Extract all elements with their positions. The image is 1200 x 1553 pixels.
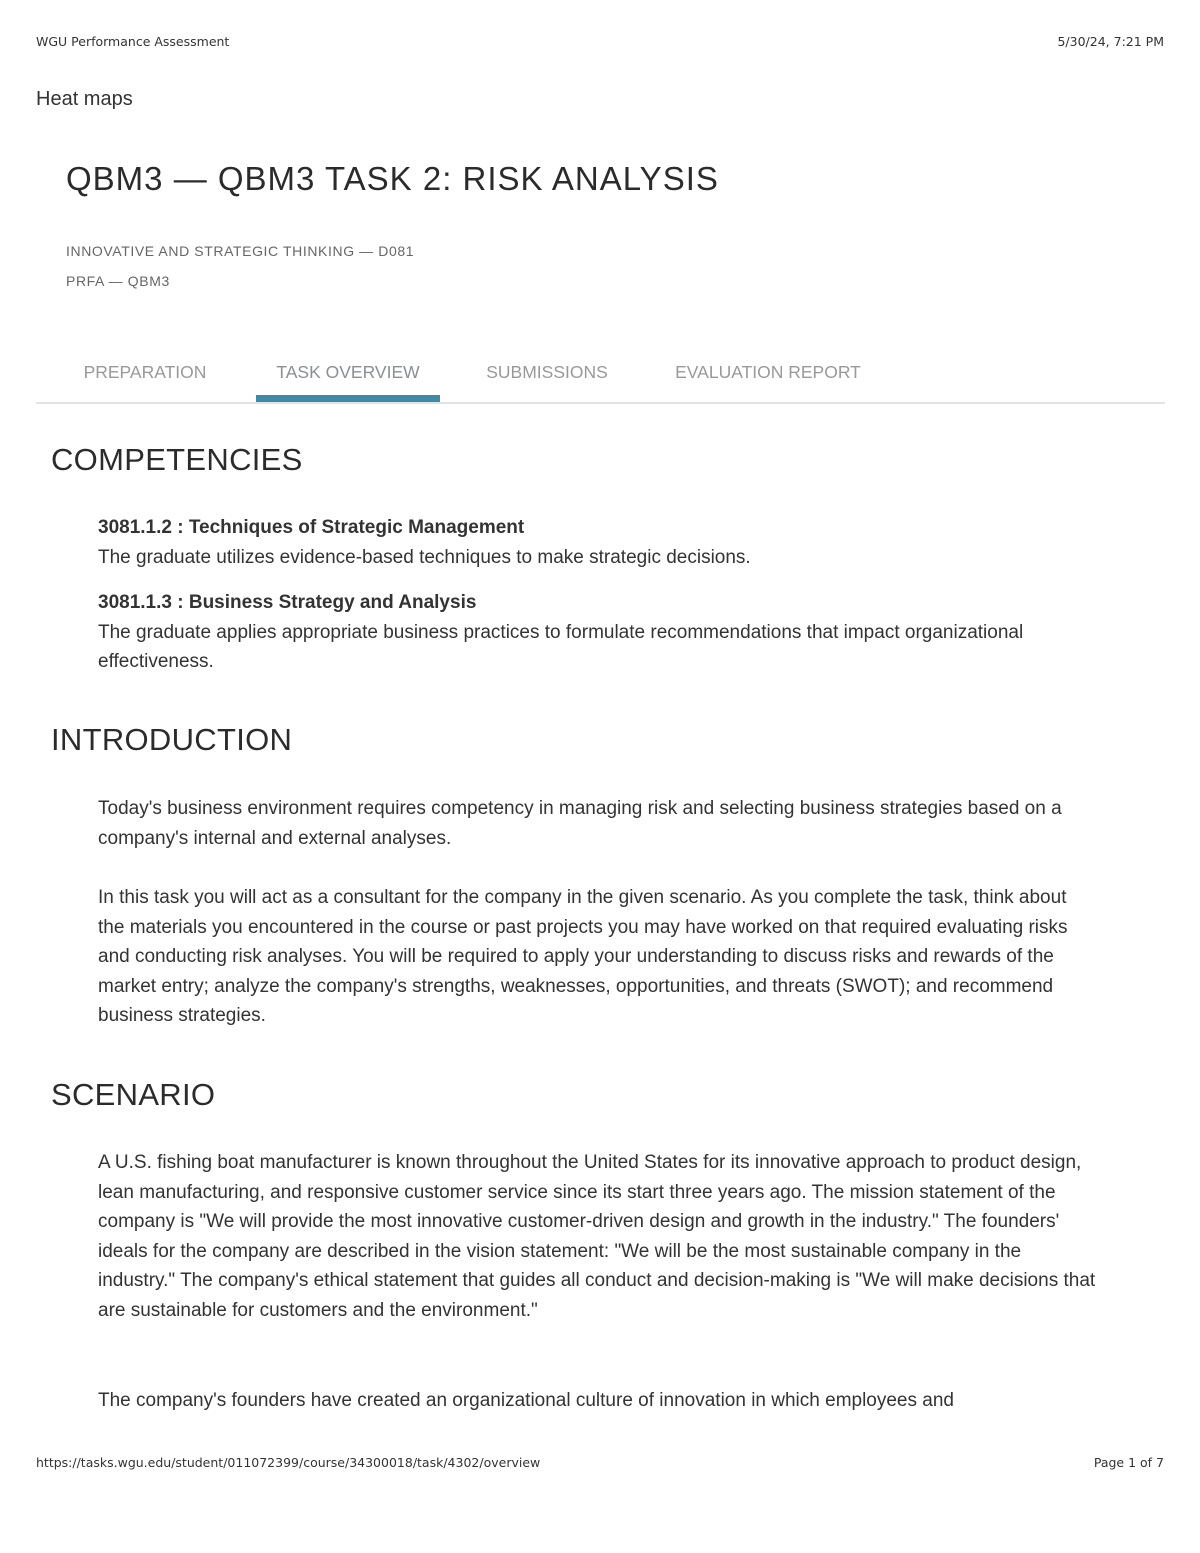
competency-item — [98, 588, 1098, 677]
competency-description: The graduate utilizes evidence-based techniques to make strategic decisions. — [98, 546, 751, 568]
task-tabs — [36, 352, 1165, 404]
scenario-heading: SCENARIO — [51, 1077, 216, 1112]
print-footer-url: https://tasks.wgu.edu/student/011072399/course/34300018/task/4302/overview — [36, 1455, 541, 1470]
course-name: INNOVATIVE AND STRATEGIC THINKING — D081 — [66, 243, 415, 259]
print-header — [36, 34, 1164, 52]
print-header-timestamp: 5/30/24, 7:21 PM — [1057, 34, 1164, 49]
competency-title: 3081.1.2 : Techniques of Strategic Management — [98, 517, 525, 538]
print-footer — [36, 1455, 1164, 1473]
print-header-title: WGU Performance Assessment — [36, 34, 230, 49]
tab-preparation[interactable]: PREPARATION — [83, 362, 207, 382]
heat-maps-label[interactable]: Heat maps — [36, 88, 133, 110]
introduction-paragraph: In this task you will act as a consultant for the company in the given scenario. As you complete the task, think about the materials you encountered in the course or past projects you may have worked on that required evaluating risks and conducting risk analyses. You will be required to apply your understanding to discuss risks and rewards of the market entry; analyze the company's strengths, weaknesses, opportunities, and threats (SWOT); and recommend business strategies. — [98, 887, 1068, 1027]
introduction-heading: INTRODUCTION — [51, 722, 293, 757]
competency-item — [98, 513, 1098, 572]
tab-task-overview[interactable]: TASK OVERVIEW — [256, 352, 440, 400]
introduction-paragraph: Today's business environment requires competency in managing risk and selecting business strategies based on a company's internal and external analyses. — [98, 798, 1062, 849]
tab-submissions[interactable]: SUBMISSIONS — [486, 362, 608, 382]
competency-title: 3081.1.3 : Business Strategy and Analysis — [98, 592, 477, 613]
scenario-paragraph: A U.S. fishing boat manufacturer is known throughout the United States for its innovative approach to product design, lean manufacturing, and responsive customer service since its start three years ago. The mission statement of the company is "We will provide the most innovative customer-driven design and growth in the industry." The founders' ideals for the company are described in the vision statement: "We will be the most sustainable company in the industry." The company's ethical statement that guides all conduct and decision-making is "We will make decisions that are sustainable for customers and the environment." — [98, 1152, 1096, 1321]
page-title: QBM3 — QBM3 TASK 2: RISK ANALYSIS — [66, 160, 719, 197]
scenario-paragraph: The company's founders have created an organizational culture of innovation in which employees and — [98, 1390, 954, 1411]
tab-evaluation-report[interactable]: EVALUATION REPORT — [675, 362, 861, 382]
prfa-code: PRFA — QBM3 — [66, 273, 170, 289]
print-footer-page-number: Page 1 of 7 — [1093, 1455, 1164, 1470]
competencies-heading: COMPETENCIES — [51, 442, 303, 477]
competency-description: The graduate applies appropriate business practices to formulate recommendations that impact organizational effectiveness. — [98, 621, 1024, 673]
